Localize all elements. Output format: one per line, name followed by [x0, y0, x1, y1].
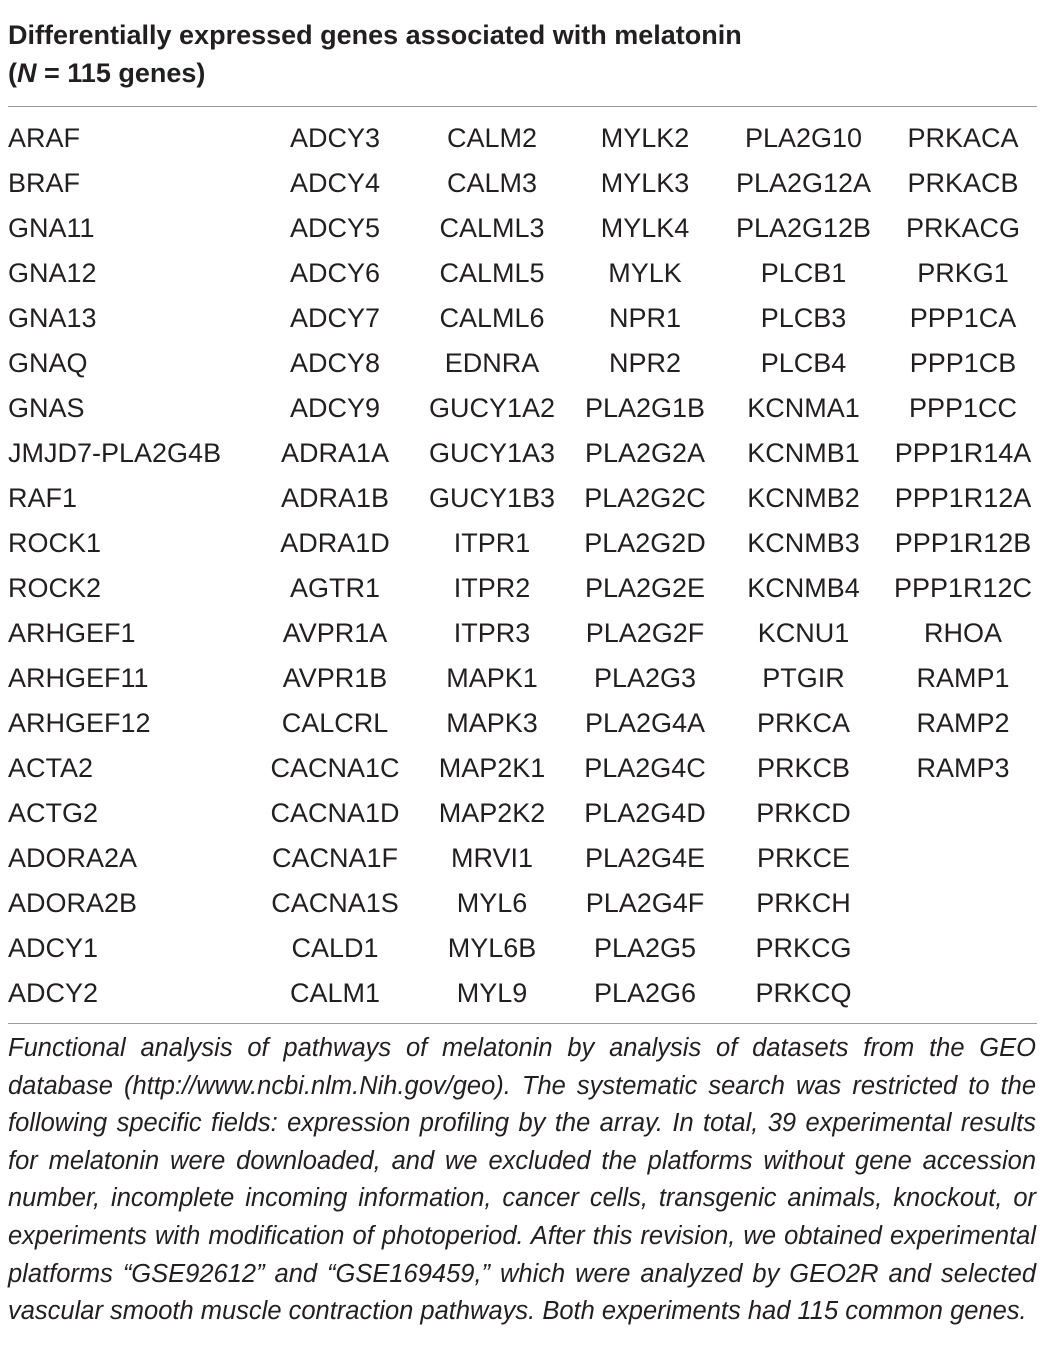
footer-divider [8, 1023, 1037, 1024]
table-row [0, 116, 1045, 161]
gene-cell: MYLK [608, 258, 682, 288]
gene-cell: CALCRL [281, 708, 389, 738]
gene-cell: GUCY1A3 [428, 438, 556, 468]
table-row [0, 206, 1045, 251]
gene-cell: MAPK3 [446, 708, 538, 738]
table-row [0, 386, 1045, 431]
gene-cell: KCNU1 [757, 618, 850, 648]
gene-cell: PRKCG [755, 933, 852, 963]
gene-cell: PPP1CC [908, 393, 1018, 423]
gene-cell: MAP2K2 [438, 798, 546, 828]
gene-cell: ADCY2 [8, 978, 99, 1008]
gene-cell: AVPR1A [282, 618, 388, 648]
gene-cell: ROCK2 [8, 573, 102, 603]
gene-cell: MAPK1 [446, 663, 538, 693]
gene-cell: PPP1R12A [894, 483, 1032, 513]
gene-cell: PRKCH [756, 888, 851, 918]
gene-table-body [0, 116, 1045, 1016]
gene-cell: CALML5 [439, 258, 545, 288]
gene-cell: EDNRA [444, 348, 540, 378]
gene-cell: PRKACA [907, 123, 1019, 153]
gene-cell: PLCB1 [760, 258, 847, 288]
table-row [0, 611, 1045, 656]
table-row [0, 836, 1045, 881]
gene-cell: PPP1R12B [894, 528, 1032, 558]
gene-cell: CALM1 [289, 978, 381, 1008]
gene-cell: CALM3 [446, 168, 538, 198]
gene-cell: RHOA [923, 618, 1002, 648]
gene-cell: PPP1R14A [894, 438, 1032, 468]
gene-cell: AGTR1 [289, 573, 381, 603]
gene-cell: PRKCA [756, 708, 851, 738]
table-row [0, 881, 1045, 926]
table-row [0, 521, 1045, 566]
gene-cell: ADCY4 [289, 168, 381, 198]
gene-cell [881, 881, 1045, 926]
gene-cell: PLA2G5 [593, 933, 697, 963]
gene-cell: ADORA2B [8, 888, 138, 918]
gene-cell: NPR1 [608, 303, 682, 333]
gene-cell: GUCY1B3 [428, 483, 556, 513]
table-row [0, 791, 1045, 836]
gene-cell: PLA2G4C [584, 753, 706, 783]
table-row [0, 656, 1045, 701]
gene-cell: PRKG1 [917, 258, 1009, 288]
table-title-n-symbol: N [17, 58, 37, 88]
gene-cell: PLA2G12A [735, 168, 872, 198]
gene-cell: KCNMB1 [747, 438, 860, 468]
gene-cell: PRKCE [756, 843, 851, 873]
table-row [0, 476, 1045, 521]
gene-cell: GNA11 [8, 213, 95, 243]
gene-cell: PLCB4 [760, 348, 847, 378]
gene-cell: CACNA1S [271, 888, 399, 918]
gene-cell: PPP1R12C [893, 573, 1033, 603]
gene-cell: ADCY9 [289, 393, 381, 423]
gene-cell: KCNMB2 [747, 483, 860, 513]
gene-cell: GNAS [8, 393, 85, 423]
gene-cell: AVPR1B [282, 663, 388, 693]
gene-cell: ARHGEF1 [8, 618, 136, 648]
gene-cell: ADCY5 [289, 213, 381, 243]
gene-cell [881, 971, 1045, 1016]
gene-cell: PLA2G6 [593, 978, 697, 1008]
gene-cell: PLA2G12B [735, 213, 872, 243]
gene-cell: JMJD7-PLA2G4B [8, 438, 222, 468]
gene-cell: PRKCB [756, 753, 851, 783]
gene-cell: MYLK3 [600, 168, 690, 198]
gene-cell: PLA2G4A [584, 708, 706, 738]
gene-cell: ADRA1D [280, 528, 390, 558]
gene-cell: ITPR2 [453, 573, 531, 603]
table-footnote: Functional analysis of pathways of melatonin by analysis of datasets from the GEO database (http://www.ncbi.nlm.Nih.gov/geo). The systematic search was restricted to the following specific fields: expression profiling by the array. In total, 39 experimental results for melatonin were downloaded, and we excluded the platforms without gene accession number, incomplete incoming information, cancer cells, transgenic animals, knockout, or experiments with modification of photoperiod. After this revision, we obtained experimental platforms “GSE92612” and “GSE169459,” which were analyzed by GEO2R and selected vascular smooth muscle contraction pathways. Both experiments had 115 common genes. [8, 1034, 1036, 1326]
gene-cell: PRKACB [907, 168, 1019, 198]
gene-cell: PLA2G2F [585, 618, 705, 648]
gene-cell: PLA2G2D [584, 528, 706, 558]
gene-cell: GUCY1A2 [428, 393, 556, 423]
gene-cell: CALML6 [439, 303, 545, 333]
gene-cell: ADRA1B [280, 483, 390, 513]
gene-cell: PLA2G10 [744, 123, 863, 153]
table-row [0, 341, 1045, 386]
table-row [0, 566, 1045, 611]
table-row [0, 161, 1045, 206]
gene-cell: ADCY3 [289, 123, 381, 153]
gene-cell: ACTA2 [8, 753, 94, 783]
gene-cell: CALM2 [446, 123, 538, 153]
gene-cell: GNA12 [8, 258, 97, 288]
table-row [0, 701, 1045, 746]
table-row [0, 746, 1045, 791]
header-divider [8, 106, 1037, 107]
gene-cell: PLA2G4E [584, 843, 706, 873]
gene-cell: PLA2G2A [584, 438, 706, 468]
table-row [0, 296, 1045, 341]
gene-cell [881, 791, 1045, 836]
gene-cell: PRKCQ [755, 978, 852, 1008]
gene-cell: PLA2G1B [584, 393, 706, 423]
gene-cell: MAP2K1 [438, 753, 546, 783]
gene-cell: ADRA1A [280, 438, 390, 468]
gene-cell: CALD1 [291, 933, 379, 963]
gene-cell: RAMP3 [916, 753, 1010, 783]
gene-cell: PPP1CB [909, 348, 1017, 378]
gene-cell: CACNA1D [270, 798, 400, 828]
table-title-end: = 115 genes) [36, 58, 206, 88]
table-row [0, 251, 1045, 296]
gene-cell: ADORA2A [8, 843, 138, 873]
gene-cell: ADCY8 [289, 348, 381, 378]
gene-cell: NPR2 [608, 348, 682, 378]
gene-cell: PLA2G2E [584, 573, 706, 603]
gene-cell [881, 926, 1045, 971]
gene-cell: PLA2G4D [584, 798, 706, 828]
table-title-start: Differentially expressed genes associated with melatonin ( [8, 20, 742, 88]
gene-cell: GNAQ [8, 348, 88, 378]
gene-cell: KCNMB3 [747, 528, 860, 558]
gene-cell: CALML3 [439, 213, 545, 243]
table-row [0, 971, 1045, 1016]
gene-cell: ADCY1 [8, 933, 99, 963]
gene-cell: ITPR3 [453, 618, 531, 648]
gene-cell: PTGIR [762, 663, 845, 693]
gene-cell: PLA2G3 [593, 663, 697, 693]
table-row [0, 926, 1045, 971]
gene-cell: MYL6B [447, 933, 537, 963]
gene-cell: PRKCD [756, 798, 851, 828]
gene-cell: RAMP2 [916, 708, 1010, 738]
gene-cell: ADCY7 [289, 303, 381, 333]
gene-cell [881, 836, 1045, 881]
gene-cell: ARAF [8, 123, 81, 153]
gene-cell: ARHGEF11 [8, 663, 149, 693]
gene-cell: KCNMA1 [747, 393, 860, 423]
gene-cell: ADCY6 [289, 258, 381, 288]
gene-cell: ACTG2 [8, 798, 99, 828]
gene-cell: ROCK1 [8, 528, 102, 558]
gene-cell: MYL6 [456, 888, 528, 918]
table-title [8, 16, 768, 92]
gene-table [0, 116, 1045, 1016]
gene-cell: GNA13 [8, 303, 97, 333]
gene-cell: MRVI1 [450, 843, 534, 873]
gene-cell: RAF1 [8, 483, 78, 513]
gene-cell: ITPR1 [453, 528, 531, 558]
gene-cell: MYL9 [456, 978, 528, 1008]
gene-cell: PLA2G4F [585, 888, 705, 918]
gene-cell: PPP1CA [909, 303, 1017, 333]
gene-cell: KCNMB4 [747, 573, 860, 603]
gene-cell: PRKACG [905, 213, 1021, 243]
gene-cell: MYLK2 [600, 123, 690, 153]
gene-cell: ARHGEF12 [8, 708, 151, 738]
gene-cell: PLCB3 [760, 303, 847, 333]
table-row [0, 431, 1045, 476]
gene-cell: BRAF [8, 168, 81, 198]
gene-cell: PLA2G2C [584, 483, 706, 513]
gene-cell: CACNA1F [271, 843, 399, 873]
gene-cell: MYLK4 [600, 213, 690, 243]
gene-cell: RAMP1 [916, 663, 1010, 693]
gene-cell: CACNA1C [270, 753, 400, 783]
